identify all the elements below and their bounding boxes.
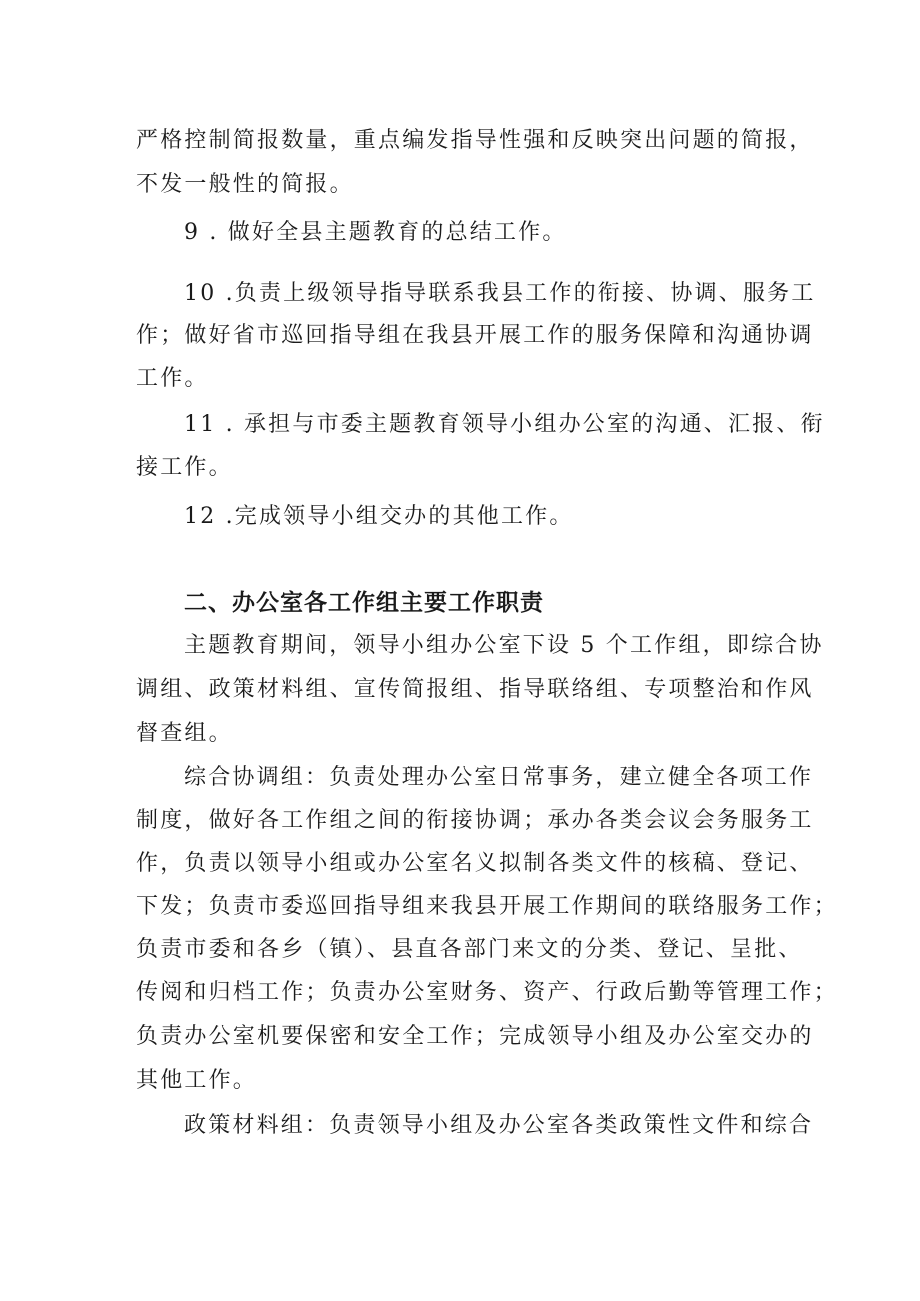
- text-line: 不发一般性的简报。: [136, 172, 354, 197]
- text-line: 制度，做好各工作组之间的衔接协调；承办各类会议会务服务工: [136, 808, 814, 833]
- paragraph-first-line: 综合协调组：负责处理办公室日常事务，建立健全各项工作: [184, 765, 814, 790]
- numbered-item-12: 12 .完成领导小组交办的其他工作。: [184, 504, 574, 529]
- numbered-item-11: 11 . 承担与市委主题教育领导小组办公室的沟通、汇报、衔: [184, 412, 825, 437]
- numbered-item-10: 10 .负责上级领导指导联系我县工作的衔接、协调、服务工: [184, 281, 816, 306]
- text-line: 下发；负责市委巡回指导组来我县开展工作期间的联络服务工作；: [136, 894, 838, 919]
- text-line: 督查组。: [136, 721, 233, 746]
- paragraph-first-line: 主题教育期间，领导小组办公室下设 5 个工作组，即综合协: [184, 633, 824, 658]
- text-line: 调组、政策材料组、宣传简报组、指导联络组、专项整治和作风: [136, 677, 814, 702]
- text-line: 负责办公室机要保密和安全工作；完成领导小组及办公室交办的: [136, 1024, 814, 1049]
- text-line: 作，负责以领导小组或办公室名义拟制各类文件的核稿、登记、: [136, 851, 814, 876]
- text-line: 作；做好省市巡回指导组在我县开展工作的服务保障和沟通协调: [136, 323, 814, 348]
- text-line: 工作。: [136, 366, 209, 391]
- paragraph-first-line: 政策材料组：负责领导小组及办公室各类政策性文件和综合: [184, 1113, 814, 1138]
- text-line: 接工作。: [136, 455, 233, 480]
- section-heading: 二、办公室各工作组主要工作职责: [184, 590, 544, 616]
- text-line: 严格控制简报数量，重点编发指导性强和反映突出问题的简报，: [136, 128, 814, 153]
- text-line: 负责市委和各乡（镇）、县直各部门来文的分类、登记、呈批、: [136, 937, 803, 962]
- text-line: 其他工作。: [136, 1068, 258, 1093]
- numbered-item-9: 9 . 做好全县主题教育的总结工作。: [184, 220, 567, 245]
- text-line: 传阅和归档工作；负责办公室财务、资产、行政后勤等管理工作；: [136, 980, 838, 1005]
